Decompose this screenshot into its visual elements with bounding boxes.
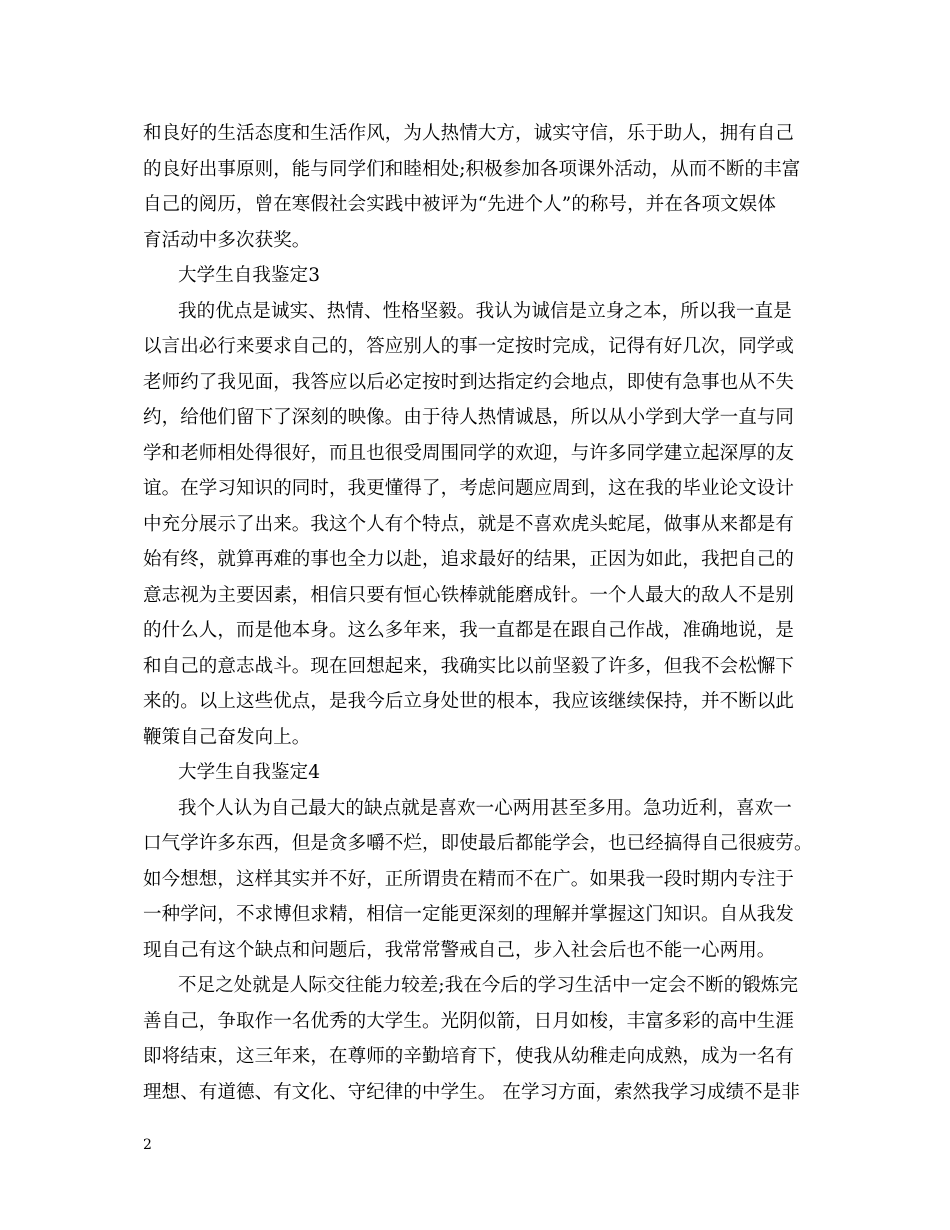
text-line: 一种学问，不求博但求精，相信一定能更深刻的理解并掌握这门知识。自从我发	[143, 904, 795, 925]
section-heading: 大学生自我鉴定3	[178, 265, 321, 286]
text-line: 的良好出事原则，能与同学们和睦相处;积极参加各项课外活动，从而不断的丰富	[143, 158, 801, 180]
text-line: 即将结束，这三年来，在尊师的辛勤培育下，使我从幼稚走向成熟，成为一名有	[143, 1046, 795, 1067]
page-number: 2	[143, 1137, 152, 1153]
text-line: 口气学许多东西，但是贪多嚼不烂，即使最后都能学会，也已经搞得自己很疲劳。	[143, 833, 813, 854]
text-line: 鞭策自己奋发向上。	[143, 726, 311, 748]
text-line: 我个人认为自己最大的缺点就是喜欢一心两用甚至多用。急功近利，喜欢一	[178, 797, 792, 819]
text-line: 以言出必行来要求自己的，答应别人的事一定按时完成，记得有好几次，同学或	[143, 336, 795, 357]
text-line: 我的优点是诚实、热情、性格坚毅。我认为诚信是立身之本，所以我一直是	[178, 300, 792, 322]
text-line: 理想、有道德、有文化、守纪律的中学生。 在学习方面，索然我学习成绩不是非	[143, 1081, 800, 1103]
text-line: 育活动中多次获奖。	[143, 229, 311, 251]
text-line: 学和老师相处得很好，而且也很受周围同学的欢迎，与许多同学建立起深厚的友	[143, 442, 795, 464]
document-body	[143, 116, 823, 1110]
text-line: 和自己的意志战斗。现在回想起来，我确实比以前坚毅了许多，但我不会松懈下	[143, 655, 795, 677]
section-heading: 大学生自我鉴定4	[178, 762, 321, 783]
text-line: 现自己有这个缺点和问题后，我常常警戒自己，步入社会后也不能一心两用。	[143, 939, 776, 961]
text-line: 意志视为主要因素，相信只要有恒心铁棒就能磨成针。一个人最大的敌人不是别	[143, 584, 795, 606]
text-line: 善自己，争取作一名优秀的大学生。光阴似箭，日月如梭，丰富多彩的高中生涯	[143, 1010, 795, 1032]
text-line: 始有终，就算再难的事也全力以赴，追求最好的结果，正因为如此，我把自己的	[143, 549, 795, 570]
text-line: 中充分展示了出来。我这个人有个特点，就是不喜欢虎头蛇尾，做事从来都是有	[143, 513, 795, 535]
text-line: 和良好的生活态度和生活作风，为人热情大方，诚实守信，乐于助人，拥有自己	[143, 123, 795, 144]
text-line: 不足之处就是人际交往能力较差;我在今后的学习生活中一定会不断的锻炼完	[178, 975, 799, 996]
text-line: 自己的阅历，曾在寒假社会实践中被评为“先进个人”的称号，并在各项文娱体	[143, 194, 776, 215]
text-line: 老师约了我见面，我答应以后必定按时到达指定约会地点，即使有急事也从不失	[143, 371, 795, 393]
text-line: 的什么人，而是他本身。这么多年来，我一直都是在跟自己作战，准确地说，是	[143, 620, 795, 641]
text-line: 谊。在学习知识的同时，我更懂得了，考虑问题应周到，这在我的毕业论文设计	[143, 478, 795, 499]
text-line: 如今想想，这样其实并不好，正所谓贵在精而不在广。如果我一段时期内专注于	[143, 868, 795, 890]
text-line: 来的。以上这些优点，是我今后立身处世的根本，我应该继续保持，并不断以此	[143, 691, 795, 712]
text-line: 约，给他们留下了深刻的映像。由于待人热情诚恳，所以从小学到大学一直与同	[143, 407, 795, 428]
